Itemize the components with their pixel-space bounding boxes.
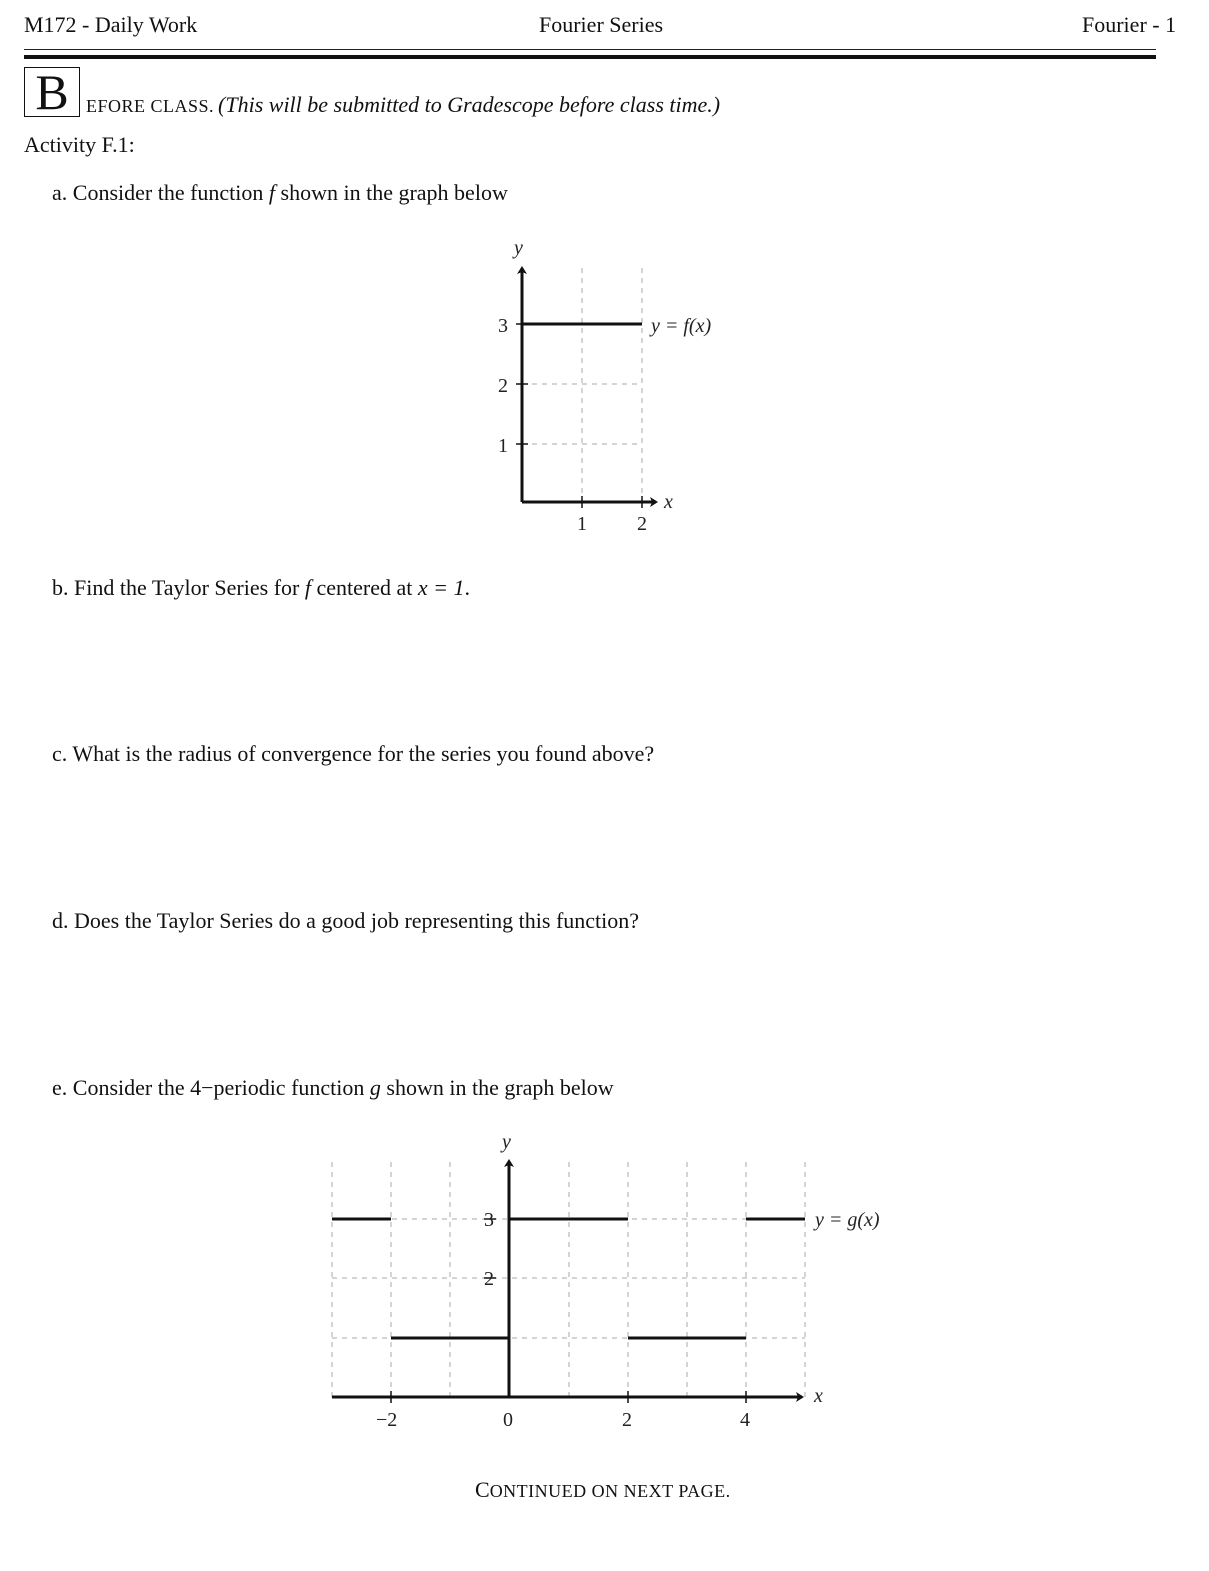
graph-f-xlabel-1: 1 <box>577 513 587 535</box>
graph-f-x-label: x <box>664 491 673 513</box>
header-rule-thick <box>24 55 1156 59</box>
section-heading-smallcaps: EFORE CLASS. <box>86 96 215 116</box>
graph-f-xlabel-2: 2 <box>637 513 647 535</box>
question-b-mid: centered at <box>316 575 413 600</box>
question-c-text: What is the radius of convergence for the series you found above? <box>72 741 655 766</box>
question-a <box>52 180 508 206</box>
graph-g-x-label: x <box>814 1385 823 1407</box>
graph-g-xlabel-4: 4 <box>740 1409 750 1431</box>
section-note: (This will be submitted to Gradescope before class time.) <box>218 92 721 117</box>
question-a-var: f <box>268 180 276 205</box>
question-b-pre: Find the Taylor Series for <box>74 575 300 600</box>
header-page: Fourier - 1 <box>1082 12 1177 37</box>
activity-title: Activity F.1: <box>24 132 135 157</box>
graph-g-xlabel-0: 0 <box>503 1409 513 1431</box>
graph-f-grid <box>522 268 642 502</box>
graph-g-grid <box>332 1162 805 1397</box>
graph-f-ylabel-1: 1 <box>498 435 508 457</box>
question-c <box>52 741 654 767</box>
graph-f-y-label: y <box>514 237 523 259</box>
header-course: M172 - Daily Work <box>24 12 198 37</box>
question-d-label: d. <box>52 908 69 933</box>
question-b-end: . <box>464 575 470 600</box>
question-b-var: f <box>304 575 311 600</box>
question-e-post: shown in the graph below <box>386 1075 614 1100</box>
question-a-post: shown in the graph below <box>280 180 508 205</box>
footer-continued <box>475 1477 731 1503</box>
question-b-label: b. <box>52 575 69 600</box>
question-a-label: a. <box>52 180 68 205</box>
question-e-label: e. <box>52 1075 68 1100</box>
footer-smallcaps: ONTINUED ON NEXT PAGE. <box>489 1481 731 1501</box>
graph-g-y-label: y <box>502 1131 511 1153</box>
section-heading <box>86 92 720 118</box>
graph-g-xlabel-2: 2 <box>622 1409 632 1431</box>
graph-f-curve-label: y = f(x) <box>651 315 712 337</box>
question-e-var: g <box>369 1075 381 1100</box>
header-topic: Fourier Series <box>539 12 664 37</box>
question-d-text: Does the Taylor Series do a good job representing this function? <box>74 908 640 933</box>
section-drop-letter: B <box>24 67 80 117</box>
question-b-eq: x = 1 <box>417 575 465 600</box>
question-c-label: c. <box>52 741 68 766</box>
question-e-pre: Consider the 4−periodic function <box>72 1075 365 1100</box>
footer-cap: C <box>475 1477 490 1502</box>
question-d <box>52 908 639 934</box>
question-e <box>52 1075 614 1101</box>
graph-g-xlabel-m2: −2 <box>376 1409 398 1431</box>
header-rule-thin <box>24 49 1156 50</box>
graph-g-ylabel-3: 3 <box>484 1209 494 1231</box>
graph-g-ylabel-2: 2 <box>484 1268 494 1290</box>
question-b <box>52 575 470 601</box>
graph-f-ylabel-3: 3 <box>498 315 508 337</box>
graph-g-curve-label: y = g(x) <box>815 1209 880 1231</box>
graph-f-ylabel-2: 2 <box>498 375 508 397</box>
question-a-pre: Consider the function <box>72 180 264 205</box>
